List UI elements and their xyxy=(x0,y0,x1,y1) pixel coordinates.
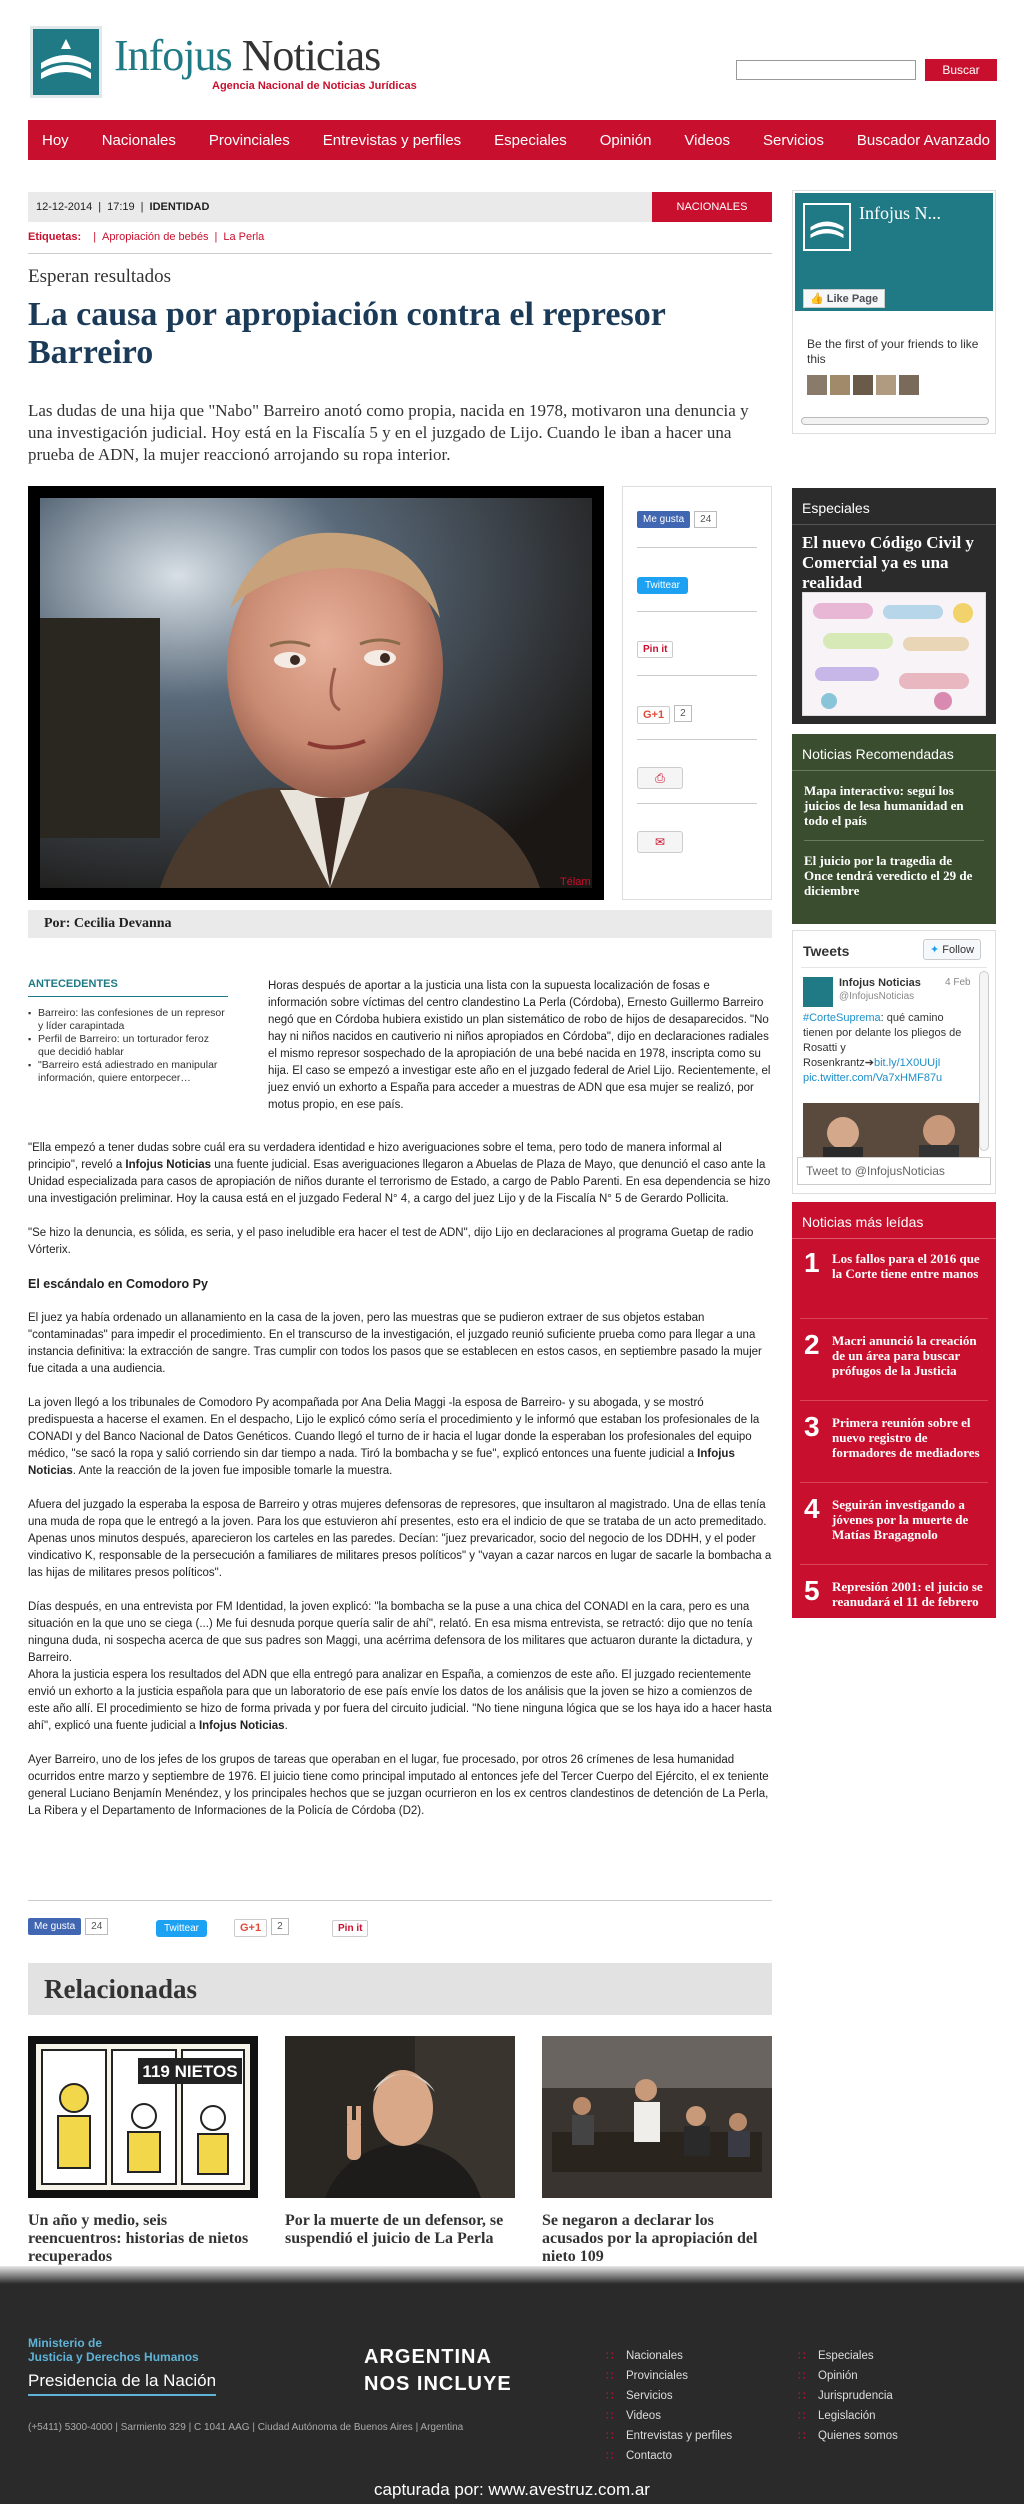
tweet-link[interactable]: bit.ly/1X0UUjI xyxy=(873,1057,941,1069)
paragraph-text: La joven llegó a los tribunales de Comodoro Py acompañada por Ana Delia Maggi -la esposa de Barreiro- y su abogada, y se mostró predispuesta a hacerse el examen. En el despacho, Lijo le explicó cómo sería el procedimiento y le informó que estaban los profesionales de la CONADI y del Banco Nacional de Datos Genéticos. Cuando llegó el turno de ir hacia el lugar donde la esperaban los profesionales del equipo médico, "se sacó la ropa y salió corriendo sin dar tiempo a nada. Tiró la bombacha y se fue", explicó entonces una fuente judicial a xyxy=(28,1397,760,1460)
subheading: El escándalo en Comodoro Py xyxy=(28,1277,208,1291)
most-read-rank: 3 xyxy=(804,1411,820,1442)
paragraph: "Se hizo la denuncia, es sólida, es seria, y el paso ineludible era hacer el test de ADN", dijo Lijo en declaraciones al programa Guetap de radio Vórterix. xyxy=(28,1227,754,1256)
avatar[interactable] xyxy=(803,977,833,1007)
most-read-title[interactable]: Seguirán investigando a jóvenes por la muerte de Matías Bragagnolo xyxy=(832,1497,969,1542)
most-read-rank: 2 xyxy=(804,1329,820,1360)
footer-link[interactable]: ∷ Entrevistas y perfiles xyxy=(606,2426,732,2446)
footer-link[interactable]: ∷ Legislación xyxy=(798,2406,898,2426)
nav-item-provinciales[interactable]: Provinciales xyxy=(208,131,290,149)
gplus-button[interactable]: G+1 xyxy=(234,1919,267,1937)
article-byline: Por: Cecilia Devanna xyxy=(28,910,772,938)
tweet-photo[interactable] xyxy=(803,1103,979,1159)
pin-it-button[interactable]: Pin it xyxy=(637,641,673,658)
footer-link[interactable]: ∷ Provinciales xyxy=(606,2366,732,2386)
divider xyxy=(637,547,757,548)
tweet-button[interactable]: Twittear xyxy=(156,1920,207,1937)
fb-horizontal-scrollbar[interactable] xyxy=(801,417,989,425)
footer-link[interactable]: ∷ Especiales xyxy=(798,2346,898,2366)
fb-share-row xyxy=(637,511,757,537)
ministry-line: Ministerio de xyxy=(28,2336,103,2350)
antecedentes-title: ANTECEDENTES xyxy=(28,978,228,997)
most-read-rank: 1 xyxy=(804,1247,820,1278)
fb-like-page-button[interactable] xyxy=(803,289,885,308)
email-row xyxy=(637,831,757,857)
especiales-title[interactable]: El nuevo Código Civil y Comercial ya es una realidad xyxy=(802,533,974,592)
fb-like-page-label: Like Page xyxy=(826,293,879,305)
especiales-box xyxy=(792,488,996,724)
article-meta-bar: 12-12-2014 | 17:19 | IDENTIDAD xyxy=(28,192,772,222)
tag-link[interactable]: La Perla xyxy=(223,231,265,243)
article-body xyxy=(28,1140,772,1837)
recommended-label: Noticias Recomendadas xyxy=(792,734,996,771)
avatar xyxy=(830,375,850,395)
brand-name[interactable] xyxy=(114,31,381,80)
paragraph-text: . xyxy=(284,1720,288,1732)
related-card[interactable] xyxy=(285,2036,515,2248)
paragraph-text: Ahora la justicia espera los resultados del ADN que ella entregó para analizar en España, a comienzos de este año. El juzgado recientemente envió un exhorto a la justicia española para que un laboratorio de ese país envíe los datos de los análisis que la joven se hizo a comienzos de este año allí. El procedimiento se hizo de forma privada y por fuera del circuito judicial. "No tiene ninguna lógica que se los haya ido a hacer hasta ahí", explicó una fuente judicial a xyxy=(28,1669,772,1732)
nav-item-videos[interactable]: Videos xyxy=(684,131,731,149)
fb-page-name[interactable]: Infojus N... xyxy=(859,203,941,223)
most-read-item[interactable] xyxy=(792,1575,996,1646)
outlet-name: Infojus Noticias xyxy=(28,1448,735,1477)
related-title[interactable]: Se negaron a declarar los acusados por la apropiación del nieto 109 xyxy=(542,2212,758,2265)
fb-friend-faces xyxy=(807,375,922,400)
nav-item-opinion[interactable]: Opinión xyxy=(599,131,652,149)
footer-link[interactable]: ∷ Contacto xyxy=(606,2446,732,2466)
tweets-label: Tweets xyxy=(803,943,850,959)
paragraph xyxy=(28,1140,772,1208)
nav-item-buscador[interactable]: Buscador Avanzado xyxy=(856,131,991,149)
argentina-line: ARGENTINA xyxy=(364,2346,492,2368)
gplus-count: 2 xyxy=(271,1918,289,1935)
antecedentes-list xyxy=(28,1007,228,1085)
most-read-label: Noticias más leídas xyxy=(792,1202,996,1239)
outlet-name: Infojus Noticias xyxy=(125,1159,212,1171)
nav-item-nacionales[interactable]: Nacionales xyxy=(101,131,176,149)
divider xyxy=(28,253,772,254)
article-paragraph-1 xyxy=(268,978,772,1131)
divider xyxy=(800,1482,988,1483)
gplus-share-row xyxy=(234,1918,289,1937)
divider xyxy=(637,611,757,612)
avatar xyxy=(876,375,896,395)
tweet-text xyxy=(803,1011,973,1086)
tweet-handle[interactable]: @InfojusNoticias xyxy=(839,991,915,1002)
paragraph xyxy=(28,1395,772,1480)
most-read-rank: 5 xyxy=(804,1575,820,1606)
article-kicker: Esperan resultados xyxy=(28,266,171,287)
avatar xyxy=(807,375,827,395)
most-read-title[interactable]: Macri anunció la creación de un área para buscar prófugos de la Justicia xyxy=(832,1333,977,1378)
footer-address: (+5411) 5300-4000 | Sarmiento 329 | C 1041 AAG | Ciudad Autónoma de Buenos Aires | Argentina xyxy=(28,2422,464,2433)
gplus-button[interactable]: G+1 xyxy=(637,706,670,724)
fb-friends-text: Be the first of your friends to like this xyxy=(807,337,979,366)
photo-image xyxy=(40,498,592,888)
tw-share-row xyxy=(637,575,757,601)
divider xyxy=(637,803,757,804)
recommended-box xyxy=(792,734,996,924)
most-read-title[interactable]: Represión 2001: el juicio se reanudará el 11 de febrero xyxy=(832,1579,983,1609)
email-icon[interactable]: ✉ xyxy=(637,831,683,853)
article-photo xyxy=(28,486,604,900)
outlet-name: Infojus Noticias xyxy=(198,1720,285,1732)
fb-like-count: 24 xyxy=(694,511,717,528)
paragraph: Afuera del juzgado la esperaba la esposa de Barreiro y otras mujeres defensoras de represores, que insultaron al magistrado. Una de ellas tenía una muda de ropa que le entregó a la joven. Para los que estuvieron ahí presentes, esto era el indicio de que se trataba de un acto premeditado. Apenas unos minutos después, aparecieron los carteles en las paredes. Decían: "juez prevaricador, socio del negocio de los DDHH, y el poder vindicativo K, responsable de la persecución a familiares de militares presos políticos" y "vayan a cazar narcos en lugar de sacarle la bombacha a las hijas de militares presos políticos". xyxy=(28,1499,772,1579)
bottom-share-bar xyxy=(28,1918,772,1942)
category-badge[interactable]: NACIONALES xyxy=(652,192,772,222)
search-button[interactable]: Buscar xyxy=(925,59,997,81)
brand-suffix: Noticias xyxy=(241,31,381,80)
search-input[interactable] xyxy=(736,60,916,80)
brand-tagline: Agencia Nacional de Noticias Jurídicas xyxy=(212,80,417,92)
footer-links-col-2 xyxy=(798,2346,898,2446)
twitter-follow-button[interactable] xyxy=(923,939,981,960)
tweet-account-name[interactable]: Infojus Noticias xyxy=(839,977,921,989)
related-image[interactable] xyxy=(542,2036,772,2198)
paragraph-text: . Ante la reacción de la joven fue imposible tomarle la muestra. xyxy=(72,1465,393,1477)
recommended-item[interactable]: El juicio por la tragedia de Once tendrá veredicto el 29 de diciembre xyxy=(804,853,973,898)
tag-link[interactable]: Apropiación de bebés xyxy=(102,231,209,243)
gplus-count: 2 xyxy=(674,705,692,722)
twitter-bird-icon: ✦ xyxy=(930,944,940,956)
tweet-to-input[interactable]: Tweet to @InfojusNoticias xyxy=(797,1157,991,1185)
nav-item-entrevistas[interactable]: Entrevistas y perfiles xyxy=(322,131,462,149)
photo-credit: Télam xyxy=(560,876,591,888)
tweets-scrollbar[interactable] xyxy=(979,971,989,1151)
fb-like-button[interactable]: Me gusta xyxy=(28,1918,81,1935)
twitter-widget xyxy=(792,930,996,1194)
related-card[interactable] xyxy=(28,2036,258,2266)
antecedentes-box xyxy=(28,978,228,1085)
gplus-share-row xyxy=(637,705,757,731)
antecedente-link[interactable]: ▪ "Barreiro está adiestrado en manipular información, quiere entorpecer… xyxy=(28,1059,228,1085)
capture-watermark: capturada por: www.avestruz.com.ar xyxy=(374,2480,650,2499)
divider xyxy=(800,1318,988,1319)
nav-item-especiales[interactable]: Especiales xyxy=(494,131,567,149)
footer-link[interactable]: ∷ Servicios xyxy=(606,2386,732,2406)
divider xyxy=(637,675,757,676)
footer-link[interactable]: ∷ Opinión xyxy=(798,2366,898,2386)
footer-gradient xyxy=(0,2266,1024,2284)
facebook-page-widget xyxy=(792,190,996,434)
hashtag-link[interactable]: #CorteSuprema xyxy=(803,1012,881,1024)
divider xyxy=(800,1400,988,1401)
article-lead: Las dudas de una hija que "Nabo" Barreiro anotó como propia, nacida en 1978, motivaron una denuncia y una investigación judicial. Hoy está en la Fiscalía 5 y en el juzgado de Lijo. Cuando le iban a hacer una prueba de ADN, la mujer reaccionó arrojando su ropa interior. xyxy=(28,401,749,464)
footer-link[interactable]: ∷ Nacionales xyxy=(606,2346,732,2366)
antecedente-link[interactable]: ▪ Barreiro: las confesiones de un represor y líder carapintada xyxy=(28,1007,228,1033)
tweet-button[interactable]: Twittear xyxy=(637,577,688,594)
fb-like-count: 24 xyxy=(85,1918,108,1935)
tweet-date[interactable]: 4 Feb xyxy=(945,977,971,988)
article-date: 12-12-2014 xyxy=(36,201,93,213)
most-read-rank: 4 xyxy=(804,1493,820,1524)
paragraph: Horas después de aportar a la justicia una lista con la supuesta localización de fosas e información sobre víctimas del centro clandestino La Perla (Córdoba), Ernesto Guillermo Barreiro negó que en Córdoba hubiera existido un plan sistemático de robo de hijos de desaparecidos. "No hay ni niños nacidos en cautiverio ni niños apropiados en Córdoba", dijo en declaraciones radiales el mismo represor sospechado de la apropiación de una bebé nacida en 1978, inscripta como su hija. El caso se empezó a investigar este año en el juzgado federal de Ariel Lijo. Recientemente, el juez envió un exhorto a España para acceder a muestras de ADN que esa mujer se realizó, por motus propio, en ese país. xyxy=(268,980,771,1111)
related-image-text: 119 NIETOS xyxy=(142,2062,238,2081)
tweet-text-body: : qué camino tienen por delante los pliegos de Rosatti y Rosenkrantz➔ xyxy=(803,1012,962,1069)
pin-share-row xyxy=(332,1918,368,1937)
paragraph xyxy=(28,1667,772,1735)
most-read-box xyxy=(792,1202,996,1618)
paragraph-text: "Ella empezó a tener dudas sobre cuál era su verdadera identidad e hizo averiguaciones sobre el tema, pero todo de manera informal al principio", reveló a xyxy=(28,1142,722,1171)
divider xyxy=(800,1564,988,1565)
paragraph: Ayer Barreiro, uno de los jefes de los grupos de tareas que operaban en el lugar, fue procesado, por otros 26 crímenes de lesa humanidad ocurridos entre marzo y septiembre de 1976. El juicio tiene como principal imputado al entonces jefe del Tercer Cuerpo del Ejército, el ex teniente general Luciano Benjamín Menéndez, y los principales hechos que se juzgan ocurrieron en los ex centros clandestinos de detención de La Perla, La Ribera y el Departamento de Informaciones de la Policía de Córdoba (D2). xyxy=(28,1754,769,1817)
article-section: IDENTIDAD xyxy=(149,201,210,213)
footer-link[interactable]: ∷ Quienes somos xyxy=(798,2426,898,2446)
most-read-item[interactable] xyxy=(792,1247,996,1318)
most-read-title[interactable]: Los fallos para el 2016 que la Corte tiene entre manos xyxy=(832,1251,980,1281)
presidencia-logo[interactable]: Presidencia de la Nación xyxy=(28,2370,216,2396)
especiales-label: Especiales xyxy=(792,488,996,525)
brand-prefix: Infojus xyxy=(114,31,232,80)
nav-item-servicios[interactable]: Servicios xyxy=(763,131,824,149)
argentina-line: NOS INCLUYE xyxy=(364,2373,512,2395)
divider xyxy=(637,739,757,740)
related-heading: Relacionadas xyxy=(28,1963,772,2015)
article-time: 17:19 xyxy=(107,201,135,213)
avatar xyxy=(853,375,873,395)
footer-link[interactable]: ∷ Videos xyxy=(606,2406,732,2426)
article-title: La causa por apropiación contra el represor Barreiro xyxy=(28,296,666,371)
most-read-item[interactable] xyxy=(792,1411,996,1482)
book-logo-icon xyxy=(33,29,99,95)
ministry-line: Justicia y Derechos Humanos xyxy=(28,2350,199,2364)
antecedente-link[interactable]: ▪ Perfil de Barreiro: un torturador feroz que decidió hablar xyxy=(28,1033,228,1059)
site-footer xyxy=(0,2266,1024,2504)
especiales-image[interactable] xyxy=(802,592,986,716)
tags-label: Etiquetas: xyxy=(28,231,82,243)
related-title[interactable]: Por la muerte de un defensor, se suspendió el juicio de La Perla xyxy=(285,2212,504,2247)
print-icon[interactable]: ⎙ xyxy=(637,767,683,789)
related-image[interactable] xyxy=(28,2036,258,2198)
paragraph: El juez ya había ordenado un allanamiento en la casa de la joven, pero las muestras que se pudieron extraer de sus objetos estaban "contaminadas" para impedir el procedimiento. En el transcurso de la investigación, el juzgado reunió suficiente prueba como para llegar a una instancia definitiva: la extracción de sangre. Tras cumplir con todos los pasos que se establecen en estos casos, en septiembre pasado la mujer fue citada a una audiencia. xyxy=(28,1312,762,1375)
most-read-item[interactable] xyxy=(792,1329,996,1400)
pin-share-row xyxy=(637,639,757,665)
main-nav xyxy=(28,120,996,160)
ministry-name[interactable] xyxy=(28,2336,199,2364)
related-image[interactable] xyxy=(285,2036,515,2198)
tags-row: Etiquetas: | Apropiación de bebés | La Perla xyxy=(28,231,265,243)
paragraph-text: una fuente judicial. Esas averiguaciones llegaron a Abuelas de Plaza de Mayo, que denunció el caso ante la Unidad especializada para casos de apropiación de niños durante el terrorismo de Estado, a cargo de Pablo Parenti. En esa dependencia se hizo una investigación preliminar. Hoy la causa está en el juzgado Federal N° 4, a cargo del juez Lijo y de la Fiscalía N° 5 de Gerardo Pollicita. xyxy=(28,1159,771,1205)
argentina-nos-incluye-logo[interactable] xyxy=(364,2344,512,2398)
most-read-title[interactable]: Primera reunión sobre el nuevo registro de formadores de mediadores xyxy=(832,1415,980,1460)
pin-it-button[interactable]: Pin it xyxy=(332,1920,368,1937)
share-column xyxy=(622,486,772,900)
footer-link[interactable]: ∷ Jurisprudencia xyxy=(798,2386,898,2406)
divider xyxy=(28,1900,772,1901)
site-header xyxy=(0,0,1024,120)
divider xyxy=(804,840,984,841)
related-card[interactable] xyxy=(542,2036,772,2266)
divider xyxy=(801,967,987,968)
paragraph: Días después, en una entrevista por FM Identidad, la joven explicó: "la bombacha se la puse a una chica del CONADI en la cara, pero es una situación en la que uno se ciega (...) Me fui desnuda porque quería salir de ahí", relató. En esa misma entrevista, se retractó: dijo que no tenía ninguna duda, ni sospecha acerca de que sus padres son Maggi, una acérrima defensora de los militares que actuaron durante la dictadura, y Barreiro. xyxy=(28,1601,753,1664)
nav-item-hoy[interactable]: Hoy xyxy=(42,131,69,149)
follow-label: Follow xyxy=(942,944,975,956)
most-read-item[interactable] xyxy=(792,1493,996,1564)
fb-thumb-icon: 👍 xyxy=(810,293,824,305)
related-title[interactable]: Un año y medio, seis reencuentros: historias de nietos recuperados xyxy=(28,2212,249,2265)
recommended-item[interactable]: Mapa interactivo: seguí los juicios de lesa humanidad en todo el país xyxy=(804,783,964,828)
fb-page-logo-icon xyxy=(803,203,851,251)
fb-cover[interactable] xyxy=(795,193,993,311)
footer-links-col-1 xyxy=(606,2346,732,2466)
tw-share-row xyxy=(156,1918,207,1937)
tweet-link[interactable]: pic.twitter.com/Va7xHMF87u xyxy=(803,1072,943,1084)
fb-like-button[interactable]: Me gusta xyxy=(637,511,690,528)
avatar xyxy=(899,375,919,395)
fb-share-row xyxy=(28,1918,108,1936)
infojus-logo[interactable] xyxy=(30,26,102,98)
print-row xyxy=(637,767,757,793)
